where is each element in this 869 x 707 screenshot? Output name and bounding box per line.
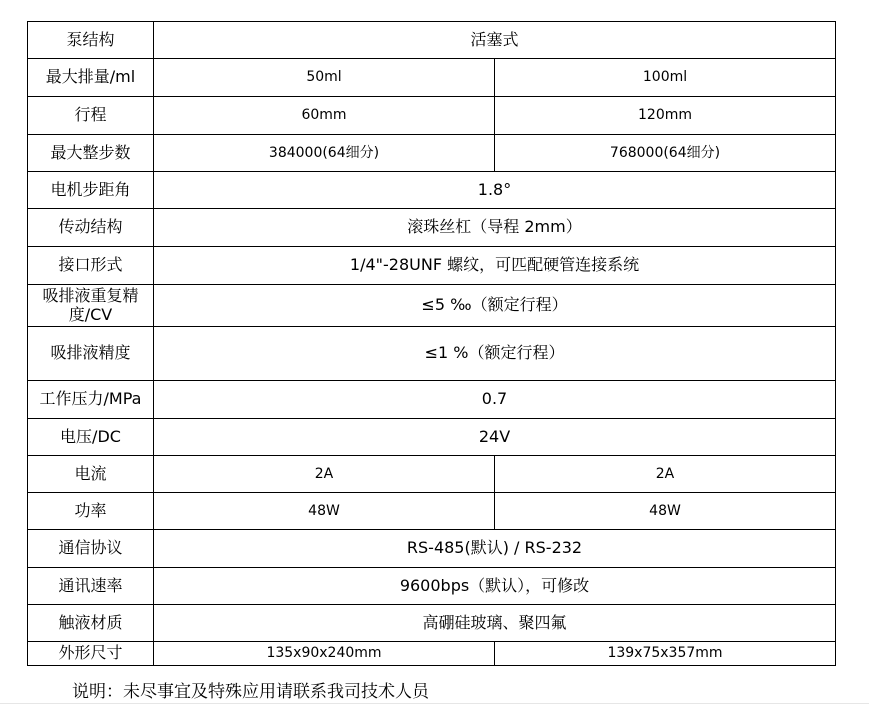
table-row <box>28 97 836 135</box>
row-label: 通讯速率 <box>28 568 154 605</box>
row-value: RS-485(默认) / RS-232 <box>154 530 836 568</box>
table-row <box>28 247 836 285</box>
row-value-50ml: 48W <box>154 493 495 530</box>
row-label: 最大排量/ml <box>28 59 154 97</box>
row-value-50ml: 60mm <box>154 97 495 135</box>
table-row <box>28 419 836 456</box>
row-label: 外形尺寸 <box>28 642 154 666</box>
table-row <box>28 22 836 59</box>
row-label: 泵结构 <box>28 22 154 59</box>
table-row <box>28 172 836 209</box>
row-value: 滚珠丝杠（导程 2mm） <box>154 209 836 247</box>
row-value-100ml: 120mm <box>495 97 836 135</box>
row-value: ≤5 ‰（额定行程） <box>154 285 836 327</box>
row-value-100ml: 48W <box>495 493 836 530</box>
row-value: 1.8° <box>154 172 836 209</box>
table-row <box>28 456 836 493</box>
row-value: 活塞式 <box>154 22 836 59</box>
table-row <box>28 381 836 419</box>
row-label: 功率 <box>28 493 154 530</box>
table-row <box>28 59 836 97</box>
row-value-100ml: 139x75x357mm <box>495 642 836 666</box>
table-row <box>28 530 836 568</box>
row-label: 工作压力/MPa <box>28 381 154 419</box>
table-row <box>28 493 836 530</box>
table-row <box>28 135 836 172</box>
row-value-50ml: 384000(64细分) <box>154 135 495 172</box>
row-value: 高硼硅玻璃、聚四氟 <box>154 605 836 642</box>
row-label: 最大整步数 <box>28 135 154 172</box>
footnote: 说明：未尽事宜及特殊应用请联系我司技术人员 <box>72 682 429 702</box>
row-value-50ml: 50ml <box>154 59 495 97</box>
row-value: ≤1 %（额定行程） <box>154 327 836 381</box>
row-value: 1/4"-28UNF 螺纹，可匹配硬管连接系统 <box>154 247 836 285</box>
row-label: 触液材质 <box>28 605 154 642</box>
row-label: 吸排液精度 <box>28 327 154 381</box>
row-label: 电流 <box>28 456 154 493</box>
row-label: 电机步距角 <box>28 172 154 209</box>
row-value: 24V <box>154 419 836 456</box>
table-row <box>28 285 836 327</box>
row-value-100ml: 100ml <box>495 59 836 97</box>
row-value-100ml: 2A <box>495 456 836 493</box>
row-label: 接口形式 <box>28 247 154 285</box>
table-row <box>28 642 836 666</box>
row-value: 0.7 <box>154 381 836 419</box>
spec-table <box>27 21 836 666</box>
table-row <box>28 568 836 605</box>
row-value-100ml: 768000(64细分) <box>495 135 836 172</box>
row-label: 电压/DC <box>28 419 154 456</box>
row-label: 吸排液重复精度/CV <box>28 285 154 327</box>
row-label: 行程 <box>28 97 154 135</box>
row-label: 传动结构 <box>28 209 154 247</box>
row-label: 通信协议 <box>28 530 154 568</box>
row-value-50ml: 135x90x240mm <box>154 642 495 666</box>
row-value: 9600bps（默认），可修改 <box>154 568 836 605</box>
row-value-50ml: 2A <box>154 456 495 493</box>
table-row <box>28 605 836 642</box>
table-row <box>28 327 836 381</box>
table-row <box>28 209 836 247</box>
divider <box>0 703 869 704</box>
